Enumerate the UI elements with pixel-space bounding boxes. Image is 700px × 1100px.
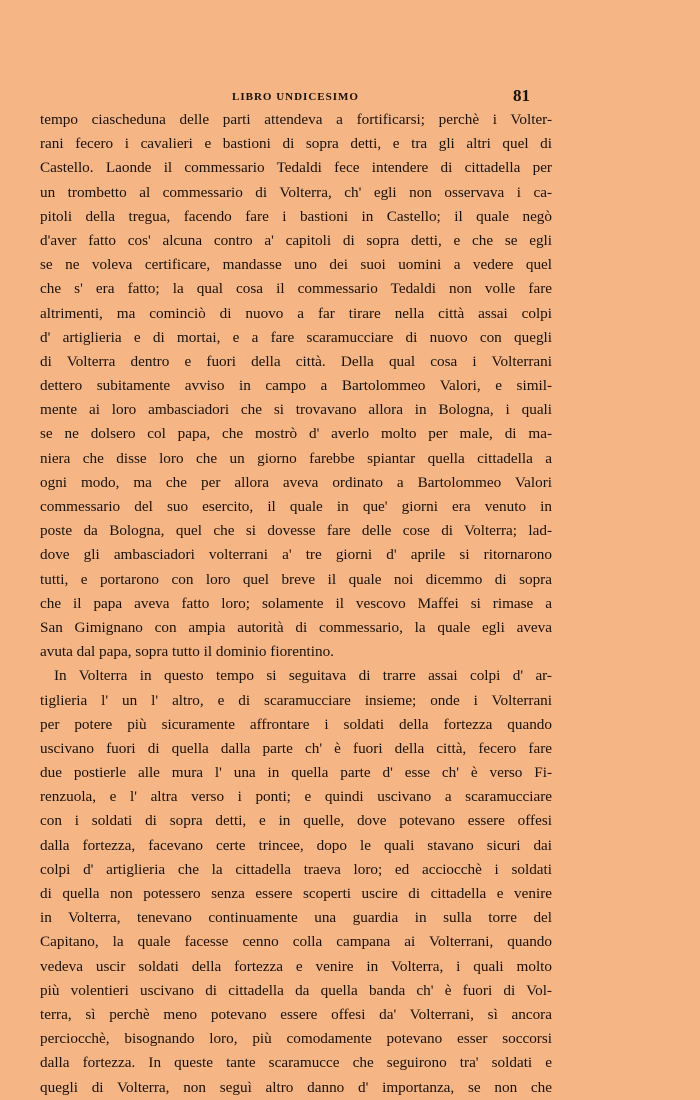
text-line: rani fecero i cavalieri e bastioni di sopra detti, e tra gli altri quel di — [40, 135, 552, 153]
text-line: mente ai loro ambasciadori che si trovavano allora in Bologna, i quali — [40, 401, 552, 419]
text-line: renzuola, e l' altra verso i ponti; e quindi uscivano a scaramucciare — [40, 788, 552, 806]
text-line: Castello. Laonde il commessario Tedaldi fece intendere di cittadella per — [40, 159, 552, 177]
text-line: se ne voleva certificare, mandasse uno dei suoi uomini a vedere quel — [40, 256, 552, 274]
text-line: dove gli ambasciadori volterrani a' tre giorni d' aprile si ritornarono — [40, 546, 552, 564]
text-line: colpi d' artiglieria che la cittadella traeva loro; ed acciocchè i soldati — [40, 860, 552, 878]
body-text — [40, 108, 552, 1100]
text-line: tutti, e portarono con loro quel breve il quale noi dicemmo di sopra — [40, 570, 552, 588]
page-header — [40, 84, 552, 108]
page-number: 81 — [513, 86, 530, 105]
text-line: vedeva uscir soldati della fortezza e venire in Volterra, i quali molto — [40, 957, 552, 975]
text-line: d' artiglieria e di mortai, e a fare scaramucciare di nuovo con quegli — [40, 328, 552, 346]
text-line: avuta dal papa, sopra tutto il dominio fiorentino. — [40, 643, 334, 661]
text-line: Capitano, la quale facesse cenno colla campana ai Volterrani, quando — [40, 933, 552, 951]
text-line: più volentieri uscivano di cittadella da quella banda ch' è fuori di Vol- — [40, 981, 552, 999]
text-line: se ne dolsero col papa, che mostrò d' averlo molto per male, di ma- — [40, 425, 552, 443]
text-line: che s' era fatto; la qual cosa il commessario Tedaldi non volle fare — [40, 280, 552, 298]
text-line: terra, sì perchè meno potevano essere offesi da' Volterrani, sì ancora — [40, 1005, 552, 1023]
text-line: di Volterra dentro e fuori della città. Della qual cosa i Volterrani — [40, 352, 552, 370]
text-line: con i soldati di sopra detti, e in quelle, dove potevano essere offesi — [40, 812, 552, 830]
running-title: LIBRO UNDICESIMO — [232, 91, 359, 103]
text-line: dalla fortezza. In queste tante scaramucce che seguirono tra' soldati e — [40, 1054, 552, 1072]
text-line: perciocchè, bisognando loro, più comodamente potevano esser soccorsi — [40, 1030, 552, 1048]
book-page — [40, 84, 552, 1100]
text-line: uscivano fuori di quella dalla parte ch' è fuori della città, fecero fare — [40, 739, 552, 757]
text-line: di quella non potessero senza essere scoperti uscire di cittadella e venire — [40, 885, 552, 902]
text-line: niera che disse loro che un giorno farebbe spiantar quella cittadella a — [40, 449, 552, 467]
text-line: tempo ciascheduna delle parti attendeva a fortificarsi; perchè i Volter- — [40, 111, 552, 128]
text-line: San Gimignano con ampia autorità di commessario, la quale egli aveva — [40, 618, 552, 636]
text-line: dalla fortezza, facevano certe trincee, dopo le quali stavano sicuri dai — [40, 836, 552, 854]
text-line: che il papa aveva fatto loro; solamente il vescovo Maffei si rimase a — [40, 594, 552, 612]
text-line: tiglieria l' un l' altro, e di scaramucciare insieme; onde i Volterrani — [40, 691, 552, 709]
text-line: dettero subitamente avviso in campo a Bartolommeo Valori, e simil- — [40, 377, 552, 395]
text-line: quegli di Volterra, non seguì altro danno d' importanza, se non che — [40, 1078, 552, 1096]
text-line: In Volterra in questo tempo si seguitava di trarre assai colpi d' ar- — [54, 667, 552, 685]
text-line: poste da Bologna, quel che si dovesse fare delle cose di Volterra; lad- — [40, 522, 552, 540]
text-line: commessario del suo esercito, il quale in que' giorni era venuto in — [40, 498, 552, 515]
text-line: d'aver fatto cos' alcuna contro a' capitoli di sopra detti, e che se egli — [40, 231, 552, 249]
text-line: in Volterra, tenevano continuamente una guardia in sulla torre del — [40, 909, 552, 927]
text-line: pitoli della tregua, facendo fare i bastioni in Castello; il quale negò — [40, 207, 552, 225]
text-line: altrimenti, ma cominciò di nuovo a far tirare nella città assai colpi — [40, 304, 552, 322]
text-line: per potere più sicuramente affrontare i soldati della fortezza quando — [40, 715, 552, 733]
text-line: due postierle alle mura l' una in quella parte d' esse ch' è verso Fi- — [40, 764, 552, 782]
text-line: ogni modo, ma che per allora aveva ordinato a Bartolommeo Valori — [40, 473, 552, 491]
text-line: un trombetto al commessario di Volterra, ch' egli non osservava i ca- — [40, 183, 552, 201]
